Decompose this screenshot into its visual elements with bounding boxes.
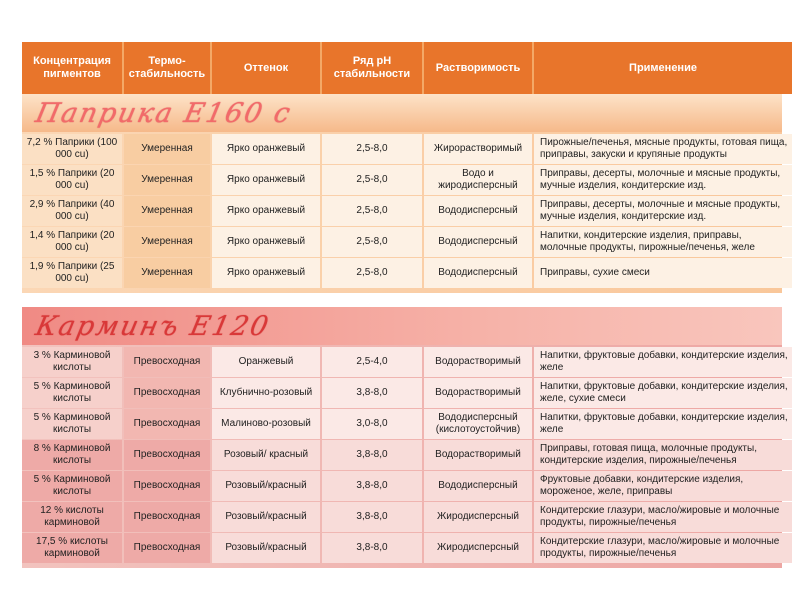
cell-solubility: Вододисперсный <box>424 471 532 501</box>
cell-shade: Малиново-розовый <box>212 409 320 439</box>
cell-ph-range: 3,0-8,0 <box>322 409 422 439</box>
cell-concentration: 1,4 % Паприки (20 000 cu) <box>22 227 122 257</box>
table-row <box>22 440 782 470</box>
cell-ph-range: 2,5-4,0 <box>322 347 422 377</box>
cell-application: Приправы, десерты, молочные и мясные продукты, мучные изделия, кондитерские изд. <box>534 196 792 226</box>
header-thermo-stability: Термо-стабильность <box>124 42 210 94</box>
cell-thermo-stability: Превосходная <box>124 440 210 470</box>
cell-solubility: Жиродисперсный <box>424 502 532 532</box>
cell-thermo-stability: Превосходная <box>124 533 210 563</box>
table-row <box>22 378 788 408</box>
cell-ph-range: 2,5-8,0 <box>322 258 422 288</box>
cell-shade: Ярко оранжевый <box>212 134 320 164</box>
table-row <box>22 471 782 501</box>
cell-application: Приправы, десерты, молочные и мясные продукты, мучные изделия, кондитерские изд. <box>534 165 792 195</box>
cell-shade: Оранжевый <box>212 347 320 377</box>
table-row <box>22 258 782 288</box>
cell-ph-range: 3,8-8,0 <box>322 378 422 408</box>
pigment-table <box>22 42 788 568</box>
table-row <box>22 134 788 164</box>
cell-application: Кондитерские глазури, масло/жировые и молочные продукты, пирожные/печенья <box>534 533 792 563</box>
cell-thermo-stability: Превосходная <box>124 502 210 532</box>
cell-ph-range: 3,8-8,0 <box>322 440 422 470</box>
cell-ph-range: 3,8-8,0 <box>322 502 422 532</box>
cell-solubility: Вододисперсный <box>424 258 532 288</box>
cell-application: Кондитерские глазури, масло/жировые и молочные продукты, пирожные/печенья <box>534 502 792 532</box>
cell-thermo-stability: Умеренная <box>124 134 210 164</box>
cell-application: Напитки, фруктовые добавки, кондитерские изделия, желе, сухие смеси <box>534 378 792 408</box>
cell-application: Фруктовые добавки, кондитерские изделия, мороженое, желе, приправы <box>534 471 792 501</box>
paprika-rows <box>22 132 788 293</box>
cell-solubility: Вододисперсный <box>424 227 532 257</box>
cell-ph-range: 2,5-8,0 <box>322 134 422 164</box>
cell-ph-range: 2,5-8,0 <box>322 196 422 226</box>
table-row <box>22 165 782 195</box>
cell-concentration: 17,5 % кислоты карминовой <box>22 533 122 563</box>
cell-concentration: 5 % Карминовой кислоты <box>22 471 122 501</box>
section-title-paprika: Паприка Е160 с <box>32 97 295 129</box>
cell-thermo-stability: Умеренная <box>124 196 210 226</box>
cell-concentration: 3 % Карминовой кислоты <box>22 347 122 377</box>
cell-shade: Ярко оранжевый <box>212 165 320 195</box>
header-solubility: Растворимость <box>424 42 532 94</box>
cell-solubility: Жирорастворимый <box>424 134 532 164</box>
cell-solubility: Водо и жиродисперсный <box>424 165 532 195</box>
table-row <box>22 227 782 257</box>
cell-concentration: 1,9 % Паприки (25 000 cu) <box>22 258 122 288</box>
cell-thermo-stability: Превосходная <box>124 471 210 501</box>
cell-application: Напитки, кондитерские изделия, приправы, молочные продукты, пирожные/печенья, желе <box>534 227 792 257</box>
cell-application: Приправы, готовая пища, молочные продукты, кондитерские изделия, пирожные/печенья <box>534 440 792 470</box>
header-application: Применение <box>534 42 792 94</box>
cell-shade: Розовый/красный <box>212 471 320 501</box>
cell-thermo-stability: Умеренная <box>124 258 210 288</box>
cell-shade: Клубнично-розовый <box>212 378 320 408</box>
section-title-carmine: Карминъ Е120 <box>32 310 273 342</box>
cell-application: Напитки, фруктовые добавки, кондитерские изделия, желе <box>534 409 792 439</box>
header-ph-range: Ряд pH стабильности <box>322 42 422 94</box>
cell-shade: Розовый/красный <box>212 533 320 563</box>
cell-concentration: 2,9 % Паприки (40 000 cu) <box>22 196 122 226</box>
cell-solubility: Вододисперсный (кислотоустойчив) <box>424 409 532 439</box>
cell-thermo-stability: Превосходная <box>124 378 210 408</box>
cell-concentration: 7,2 % Паприки (100 000 cu) <box>22 134 122 164</box>
cell-solubility: Вододисперсный <box>424 196 532 226</box>
cell-concentration: 12 % кислоты карминовой <box>22 502 122 532</box>
cell-concentration: 1,5 % Паприки (20 000 cu) <box>22 165 122 195</box>
section-banner-paprika <box>22 94 782 132</box>
cell-shade: Розовый/красный <box>212 502 320 532</box>
cell-ph-range: 3,8-8,0 <box>322 533 422 563</box>
cell-concentration: 5 % Карминовой кислоты <box>22 409 122 439</box>
cell-thermo-stability: Умеренная <box>124 165 210 195</box>
cell-shade: Розовый/ красный <box>212 440 320 470</box>
cell-solubility: Водорастворимый <box>424 440 532 470</box>
cell-shade: Ярко оранжевый <box>212 196 320 226</box>
table-row <box>22 502 782 532</box>
header-concentration: Концентрация пигментов <box>22 42 122 94</box>
cell-solubility: Водорастворимый <box>424 378 532 408</box>
table-row <box>22 409 788 439</box>
cell-thermo-stability: Умеренная <box>124 227 210 257</box>
cell-shade: Ярко оранжевый <box>212 258 320 288</box>
cell-concentration: 8 % Карминовой кислоты <box>22 440 122 470</box>
cell-concentration: 5 % Карминовой кислоты <box>22 378 122 408</box>
header-shade: Оттенок <box>212 42 320 94</box>
cell-solubility: Водорастворимый <box>424 347 532 377</box>
table-row <box>22 196 782 226</box>
cell-thermo-stability: Превосходная <box>124 409 210 439</box>
cell-ph-range: 3,8-8,0 <box>322 471 422 501</box>
table-row <box>22 533 782 563</box>
cell-thermo-stability: Превосходная <box>124 347 210 377</box>
cell-application: Пирожные/печенья, мясные продукты, готовая пища, приправы, закуски и крупяные продукты <box>534 134 792 164</box>
cell-solubility: Жиродисперсный <box>424 533 532 563</box>
section-banner-carmine <box>22 307 782 345</box>
cell-shade: Ярко оранжевый <box>212 227 320 257</box>
cell-ph-range: 2,5-8,0 <box>322 165 422 195</box>
cell-ph-range: 2,5-8,0 <box>322 227 422 257</box>
cell-application: Напитки, фруктовые добавки, кондитерские изделия, желе <box>534 347 792 377</box>
carmine-rows <box>22 345 788 568</box>
table-row <box>22 347 788 377</box>
table-header <box>22 42 782 94</box>
cell-application: Приправы, сухие смеси <box>534 258 792 288</box>
